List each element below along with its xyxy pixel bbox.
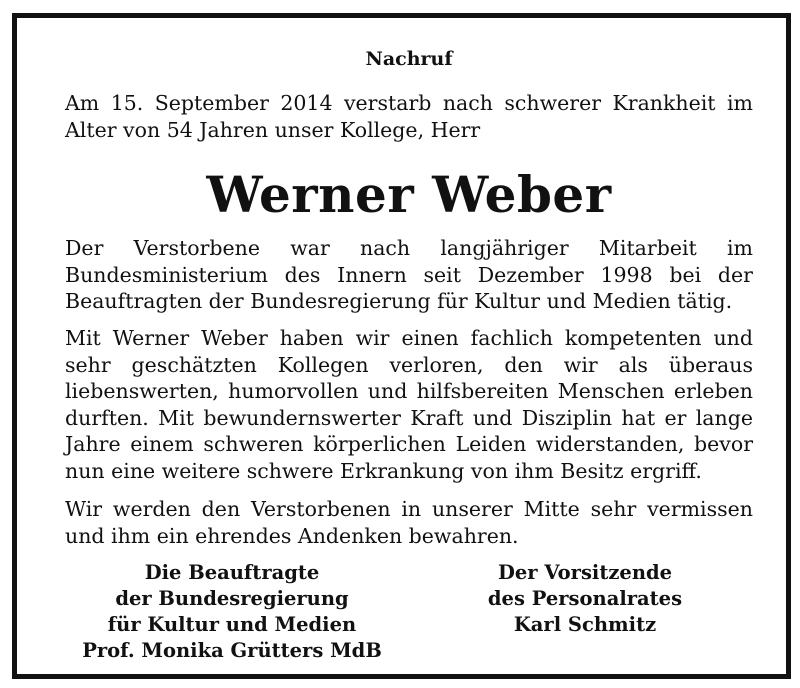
signature-block-staff-council [465, 560, 705, 638]
paragraph-career: Der Verstorbene war nach langjähriger Mitarbeit im Bundesministerium des Innern seit Dezember 1998 bei der Beauftragten der Bundesregierung für Kultur und Medien tätig. [65, 236, 753, 313]
signature-line: Der Vorsitzende [497, 561, 673, 584]
intro-text: Am 15. September 2014 verstarb nach schwerer Krankheit im Alter von 54 Jahren unser Kollege, Herr [65, 91, 753, 142]
notice-border [12, 13, 791, 679]
signature-name: Prof. Monika Grütters MdB [82, 639, 382, 662]
signature-line: der Bundesregierung [115, 587, 349, 610]
signature-block-commissioner [67, 560, 397, 664]
notice-heading: Nachruf [365, 48, 453, 70]
paragraph-remembrance: Wir werden den Verstorbenen in unserer Mitte sehr vermissen und ihm ein ehrendes Andenken bewahren. [65, 497, 753, 548]
paragraph-tribute: Mit Werner Weber haben wir einen fachlich kompetenten und sehr geschätzten Kollegen verloren, den wir als überaus liebenswerten, humorvollen und hilfsbereiten Menschen erleben durften. Mit bewundernswerter Kraft und Disziplin hat er lange Jahre einem schweren körperlichen Leiden widerstanden, bevor nun eine weitere schwere Erkrankung von ihm Besitz ergriff. [65, 326, 753, 483]
signature-line: des Personalrates [487, 587, 683, 610]
signature-line: für Kultur und Medien [107, 613, 357, 636]
signature-name: Karl Schmitz [513, 613, 657, 636]
deceased-name: Werner Weber [206, 165, 612, 224]
signature-line: Die Beauftragte [144, 561, 320, 584]
